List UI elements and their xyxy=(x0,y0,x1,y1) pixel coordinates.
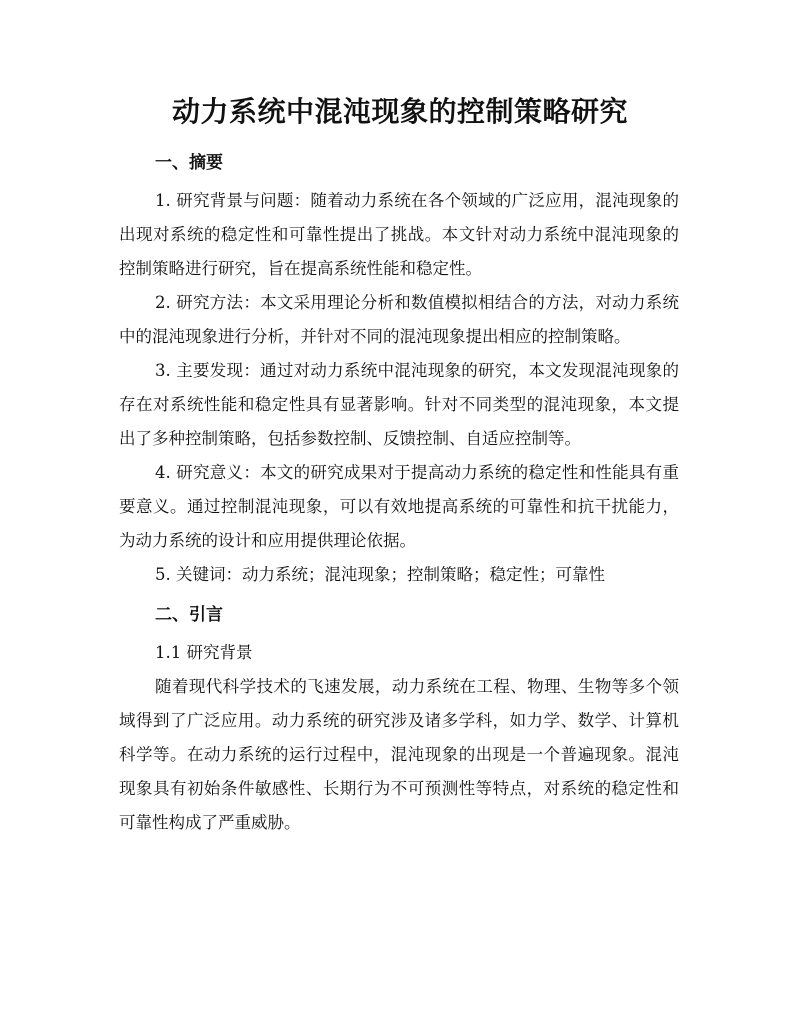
abstract-paragraph-3: 3. 主要发现：通过对动力系统中混沌现象的研究，本文发现混沌现象的存在对系统性能和稳定性具有显著影响。针对不同类型的混沌现象，本文提出了多种控制策略，包括参数控制、反馈控制、自适应控制等。 xyxy=(119,361,679,448)
abstract-heading: 一、摘要 xyxy=(155,153,223,173)
abstract-paragraph-1: 1. 研究背景与问题：随着动力系统在各个领域的广泛应用，混沌现象的出现对系统的稳定性和可靠性提出了挑战。本文针对动力系统中混沌现象的控制策略进行研究，旨在提高系统性能和稳定性。 xyxy=(119,191,679,278)
introduction-subheading: 1.1 研究背景 xyxy=(155,643,253,662)
introduction-paragraph-1: 随着现代科学技术的飞速发展，动力系统在工程、物理、生物等多个领域得到了广泛应用。动力系统的研究涉及诸多学科，如力学、数学、计算机科学等。在动力系统的运行过程中，混沌现象的出现是一个普遍现象。混沌现象具有初始条件敏感性、长期行为不可预测性等特点，对系统的稳定性和可靠性构成了严重威胁。 xyxy=(119,677,679,832)
introduction-heading: 二、引言 xyxy=(155,605,223,625)
abstract-paragraph-2: 2. 研究方法：本文采用理论分析和数值模拟相结合的方法，对动力系统中的混沌现象进行分析，并针对不同的混沌现象提出相应的控制策略。 xyxy=(119,293,679,346)
abstract-keywords: 5. 关键词：动力系统；混沌现象；控制策略；稳定性；可靠性 xyxy=(155,565,605,584)
document-body xyxy=(119,150,679,840)
abstract-paragraph-4: 4. 研究意义：本文的研究成果对于提高动力系统的稳定性和性能具有重要意义。通过控制混沌现象，可以有效地提高系统的可靠性和抗干扰能力，为动力系统的设计和应用提供理论依据。 xyxy=(119,463,679,550)
page-title: 动力系统中混沌现象的控制策略研究 xyxy=(171,95,628,128)
